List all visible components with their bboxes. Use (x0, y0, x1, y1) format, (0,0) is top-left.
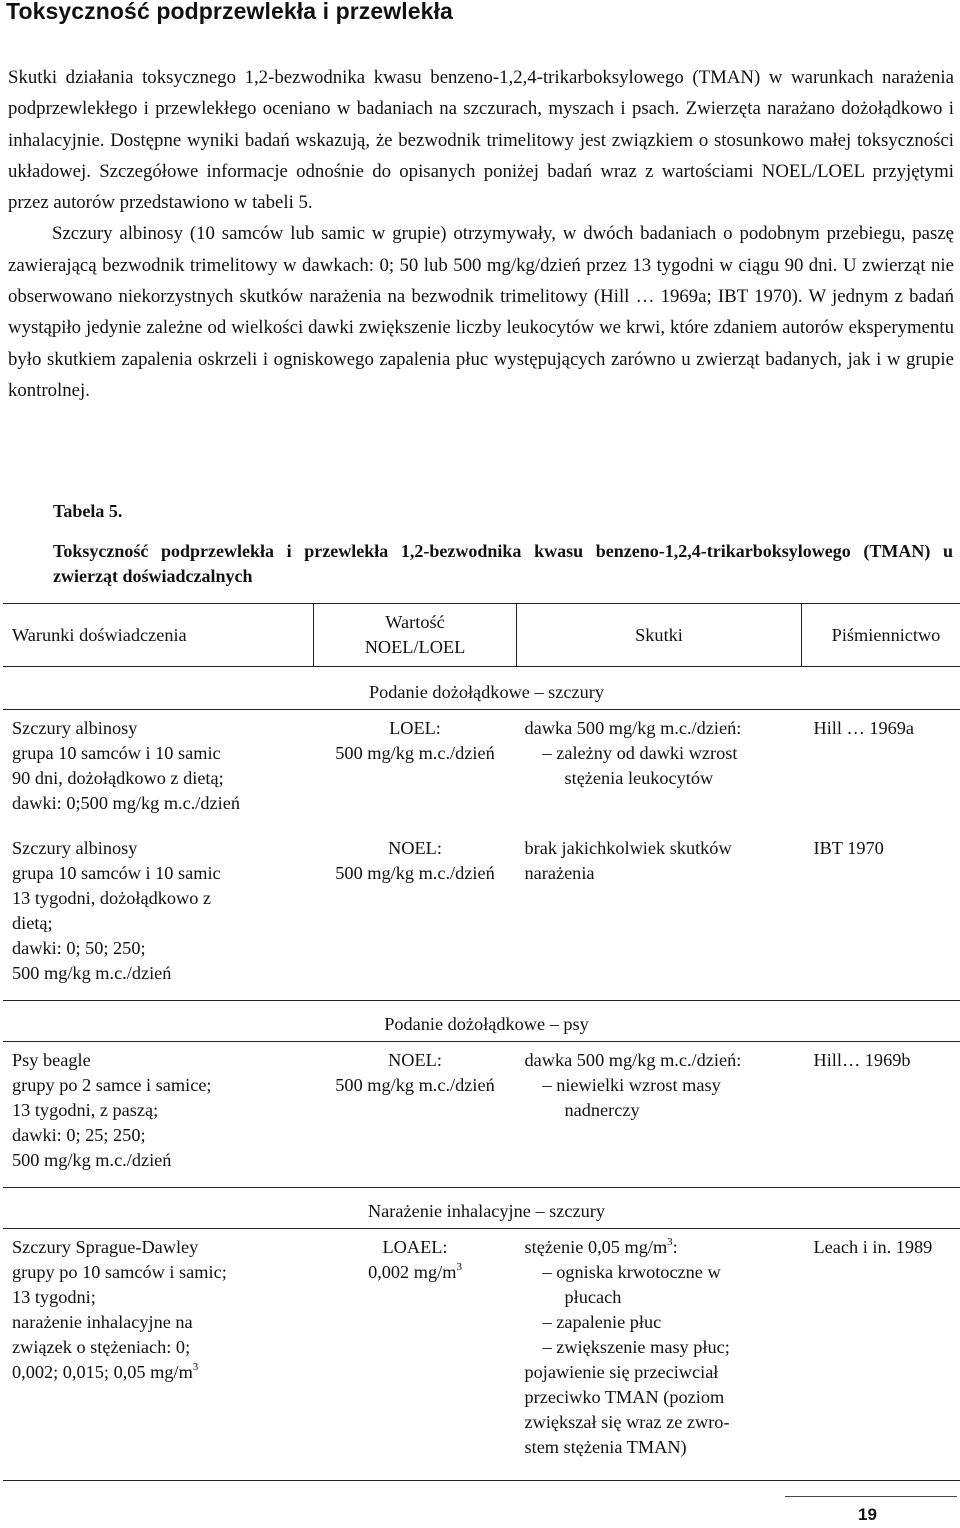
effects-cell: stężenie 0,05 $mg/m^3$: – ogniska krwotoczne w płucach – zapalenie płuc – zwiększenie masy płuc; pojawienie się przeciwciał przeciwko TMAN (poziom zwiększał się wraz ze zwro- stem stężenia TMAN) (517, 1229, 802, 1481)
table-row (3, 830, 960, 1001)
header-conditions: Warunki doświadczenia (3, 604, 314, 667)
conditions-cell: Szczury albinosy grupa 10 samców i 10 samic 13 tygodni, dożołądkowo z dietą; dawki: 0; 50; 250; 500 mg/kg m.c./dzień (12, 838, 221, 983)
page-number: 19 (858, 1505, 877, 1524)
header-value-line2: NOEL/LOEL (364, 637, 466, 657)
value-cell: NOEL: 500 mg/kg m.c./dzień (335, 838, 495, 883)
body-text (8, 62, 954, 406)
reference-cell: Hill … 1969a (813, 718, 915, 738)
section-row-inhalation-rats (3, 1188, 960, 1229)
table-row (3, 1229, 960, 1481)
value-cell: LOAEL: 0,002 $mg/m^3$ (314, 1229, 517, 1481)
section-row-oral-dogs (3, 1001, 960, 1042)
section-title: Toksyczność podprzewlekła i przewlekła (6, 0, 453, 24)
section-label: Narażenie inhalacyjne – szczury (3, 1188, 960, 1229)
effects-cell: dawka 500 mg/kg m.c./dzień: – zależny od dawki wzrost stężenia leukocytów (524, 718, 742, 788)
paragraph-rats-study: Szczury albinosy (10 samców lub samic w grupie) otrzymywały, w dwóch badaniach o podobnym przebiegu, paszę zawierającą bezwodnik trimelitowy w dawkach: 0; 50 lub 500 mg/kg/dzień przez 13 tygodni w ciągu 90 dni. U zwierząt nie obserwowano niekorzystnych skutków narażenia na bezwodnik trimelitowy (Hill … 1969a; IBT 1970). W jednym z badań wystąpiło jedynie zależne od wielkości dawki zwiększenie liczby leukocytów we krwi, które zdaniem autorów eksperymentu było skutkiem zapalenia oskrzeli i ogniskowego zapalenia płuc występujących zarówno u zwierząt badanych, jak i w grupie kontrolnej. (8, 223, 954, 401)
effects-cell: brak jakichkolwiek skutków narażenia (524, 838, 732, 883)
reference-cell: Leach i in. 1989 (802, 1229, 960, 1481)
value-cell: LOEL: 500 mg/kg m.c./dzień (335, 718, 495, 763)
table-header-row (3, 604, 960, 667)
conditions-cell: Szczury albinosy grupa 10 samców i 10 samic 90 dni, dożołądkowo z dietą; dawki: 0;500 mg/kg m.c./dzień (12, 718, 240, 813)
footer-rule (785, 1496, 957, 1497)
value-cell: NOEL: 500 mg/kg m.c./dzień (335, 1050, 495, 1095)
reference-cell: IBT 1970 (813, 838, 884, 858)
paragraph-intro: Skutki działania toksycznego 1,2-bezwodnika kwasu benzeno-1,2,4-trikarboksylowego (TMAN) w warunkach narażenia podprzewlekłego i przewlekłego oceniano w badaniach na szczurach, myszach i psach. Zwierzęta narażano dożołądkowo i inhalacyjnie. Dostępne wyniki badań wskazują, że bezwodnik trimelitowy jest związkiem o stosunkowo małej toksyczności układowej. Szczegółowe informacje odnośnie do opisanych poniżej badań wraz z wartościami NOEL/LOEL przyjętymi przez autorów przedstawiono w tabeli 5. (8, 67, 954, 214)
header-references: Piśmiennictwo (802, 604, 960, 667)
conditions-cell: Szczury Sprague-Dawley grupy po 10 samców i samic; 13 tygodni; narażenie inhalacyjne na związek o stężeniach: 0; 0,002; 0,015; 0,05 $mg/m^3$ (3, 1229, 314, 1481)
table-label: Tabela 5. (53, 501, 123, 521)
header-value-line1: Wartość (385, 612, 445, 632)
table-row (3, 710, 960, 831)
table-row (3, 1042, 960, 1188)
reference-cell: Hill… 1969b (813, 1050, 911, 1070)
conditions-cell: Psy beagle grupy po 2 samce i samice; 13 tygodni, z paszą; dawki: 0; 25; 250; 500 mg/kg m.c./dzień (12, 1050, 212, 1170)
header-value (314, 604, 517, 667)
section-label: Podanie dożołądkowe – szczury (3, 667, 960, 710)
section-label: Podanie dożołądkowe – psy (3, 1001, 960, 1042)
toxicity-table (3, 603, 960, 1481)
section-row-oral-rats (3, 667, 960, 710)
table-caption: Toksyczność podprzewlekła i przewlekła 1,2-bezwodnika kwasu benzeno-1,2,4-trikarboksylowego (TMAN) u zwierząt doświadczalnych (53, 541, 953, 586)
header-effects: Skutki (517, 604, 802, 667)
effects-cell: dawka 500 mg/kg m.c./dzień: – niewielki wzrost masy nadnerczy (524, 1050, 742, 1120)
